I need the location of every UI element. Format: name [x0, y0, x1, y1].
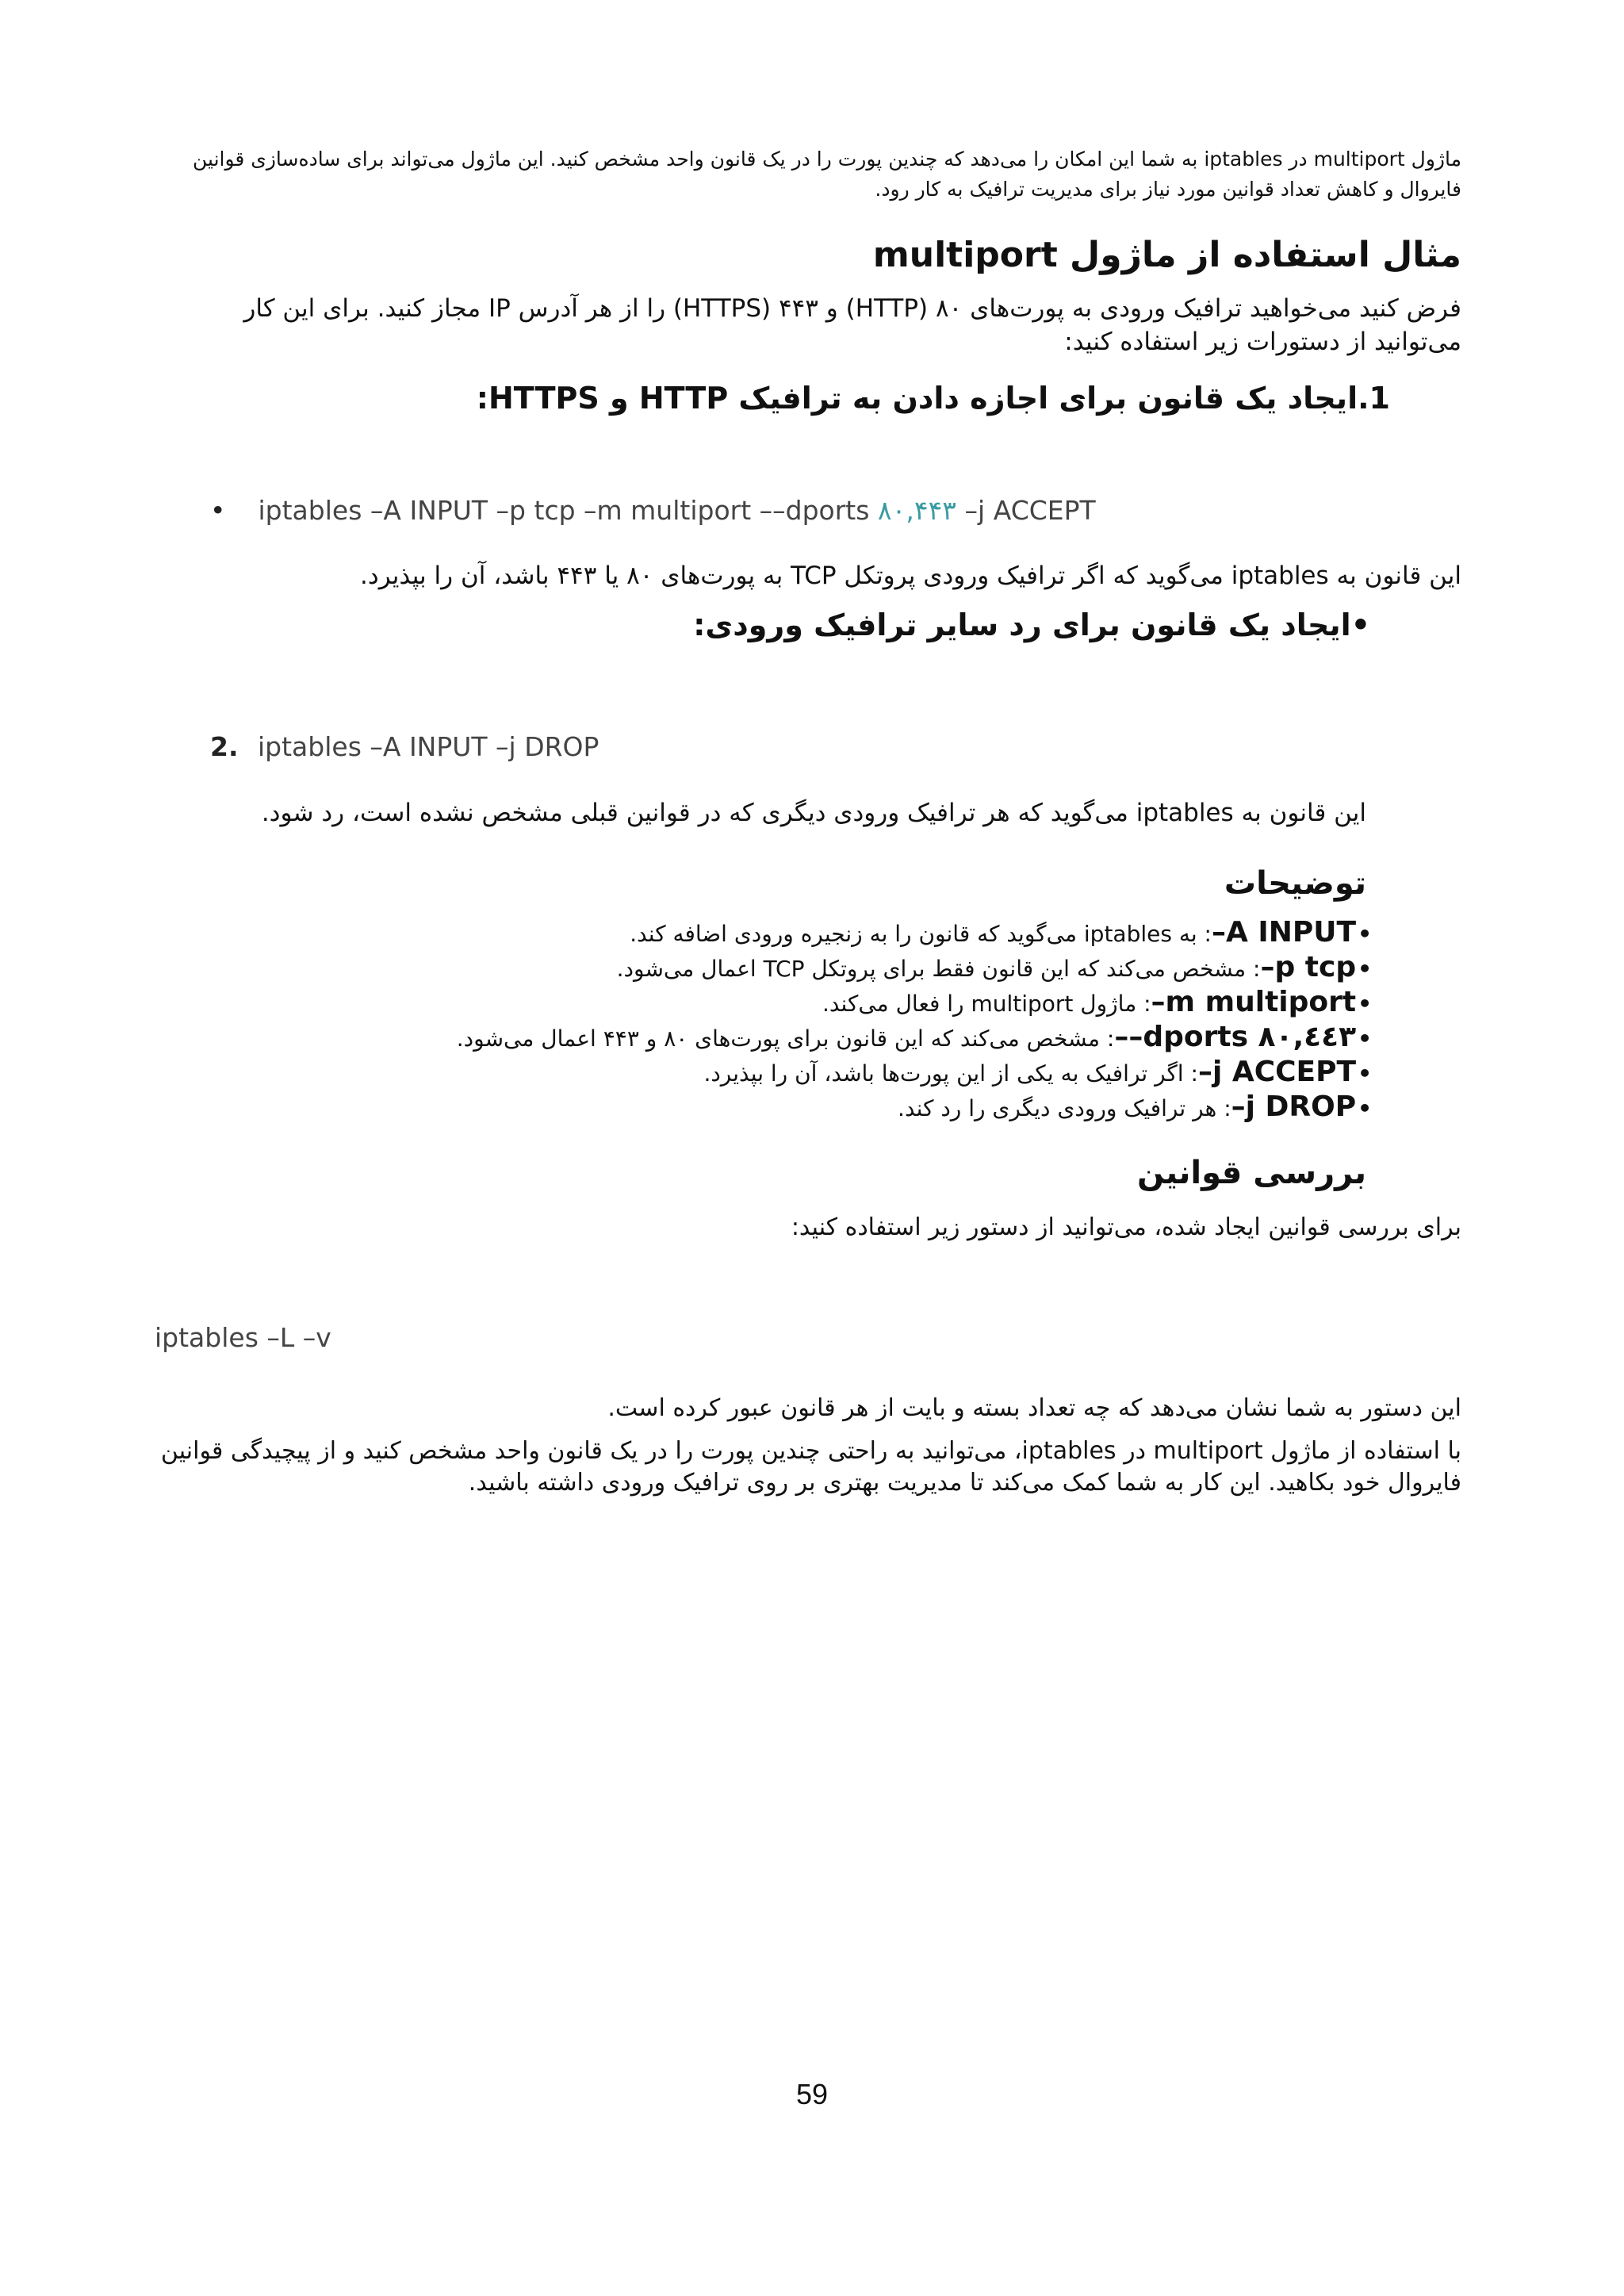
bullet-marker: •: [210, 495, 226, 526]
intro-paragraph: ماژول multiport در iptables به شما این امکان را می‌دهد که چندین پورت را در یک قانون واحد مشخص کنید. این ماژول می‌تواند برای ساده‌سازی قوانین فایروال و کاهش تعداد قوانین مورد نیاز برای مدیریت ترافیک به کار رود.: [193, 148, 1461, 201]
command2-text: iptables –A INPUT –j DROP: [258, 731, 599, 762]
list-item: [262, 951, 1372, 986]
page-number: 59: [795, 2078, 829, 2110]
explanation1-paragraph: این قانون به iptables می‌گوید که اگر ترافیک ورودی پروتکل TCP به پورت‌های ۸۰ یا ۴۴۳ باشد، آن را بپذیرد.: [360, 562, 1461, 590]
list-item: [262, 1091, 1372, 1125]
option-name: –j DROP: [1231, 1091, 1357, 1123]
list-item: [262, 1021, 1372, 1056]
output-paragraph: این دستور به شما نشان می‌دهد که چه تعداد بسته و بایت از هر قانون عبور کرده است.: [607, 1394, 1461, 1422]
command1-ports: ۸۰,۴۴۳: [877, 495, 957, 526]
option-name: –m multiport: [1151, 986, 1357, 1018]
option-name: –j ACCEPT: [1197, 1056, 1357, 1088]
command2-line: [210, 730, 599, 765]
option-desc: : مشخص می‌کند که این قانون فقط برای پروتکل TCP اعمال می‌شود.: [616, 956, 1261, 982]
list-item: [262, 916, 1372, 951]
option-name: –p tcp: [1260, 951, 1357, 983]
heading-check: بررسی قوانین: [1137, 1155, 1366, 1191]
option-desc: : ماژول multiport را فعال می‌کند.: [822, 991, 1151, 1017]
bullet-marker: •: [1358, 1095, 1372, 1121]
bullet-marker: •: [1358, 991, 1372, 1017]
list-number: 2.: [210, 731, 239, 762]
scenario-paragraph: فرض کنید می‌خواهید ترافیک ورودی به پورت‌های ۸۰ (HTTP) و ۴۴۳ (HTTPS) را از هر آدرس IP مجاز کنید. برای این کار می‌توانید از دستورات زیر استفاده کنید:: [243, 294, 1461, 356]
step2-title: •ایجاد یک قانون برای رد سایر ترافیک ورودی:: [693, 608, 1370, 642]
option-name: –A INPUT: [1212, 916, 1357, 949]
command1-text: iptables –A INPUT –p tcp –m multiport ––dports: [258, 495, 870, 526]
step1-title: 1.ایجاد یک قانون برای اجازه دادن به ترافیک HTTP و HTTPS:: [476, 381, 1390, 416]
list-item: [262, 986, 1372, 1021]
option-name: ––dports ۸۰,٤٤۳: [1114, 1021, 1357, 1053]
heading-notes: توضیحات: [1224, 865, 1366, 902]
final-paragraph: با استفاده از ماژول multiport در iptables، می‌توانید به راحتی چندین پورت را در یک قانون واحد مشخص کنید و از پیچیدگی قوانین فایروال خود بکاهید. این کار به شما کمک می‌کند تا مدیریت بهتری بر روی ترافیک ورودی داشته باشید.: [160, 1437, 1461, 1497]
check-paragraph: برای بررسی قوانین ایجاد شده، می‌توانید از دستور زیر استفاده کنید:: [791, 1213, 1461, 1241]
bullet-marker: •: [1358, 1025, 1372, 1052]
heading-example: مثال استفاده از ماژول multiport: [872, 235, 1461, 275]
explanation2-paragraph: این قانون به iptables می‌گوید که هر ترافیک ورودی دیگری که در قوانین قبلی مشخص نشده است، رد شود.: [261, 799, 1366, 827]
option-desc: : مشخص می‌کند که این قانون برای پورت‌های ۸۰ و ۴۴۳ اعمال می‌شود.: [456, 1025, 1115, 1052]
command1-line: [210, 493, 1096, 528]
bullet-marker: •: [1358, 921, 1372, 947]
option-desc: : به iptables می‌گوید که قانون را به زنجیره ورودی اضافه کند.: [630, 921, 1212, 947]
notes-list: [262, 916, 1372, 1125]
command1-target: –j ACCEPT: [964, 495, 1096, 526]
option-desc: : اگر ترافیک به یکی از این پورت‌ها باشد، آن را بپذیرد.: [703, 1060, 1198, 1087]
command3-line: iptables –L –v: [155, 1322, 331, 1353]
list-item: [262, 1056, 1372, 1091]
bullet-marker: •: [1358, 1060, 1372, 1087]
bullet-marker: •: [1358, 956, 1372, 982]
option-desc: : هر ترافیک ورودی دیگری را رد کند.: [898, 1095, 1231, 1121]
